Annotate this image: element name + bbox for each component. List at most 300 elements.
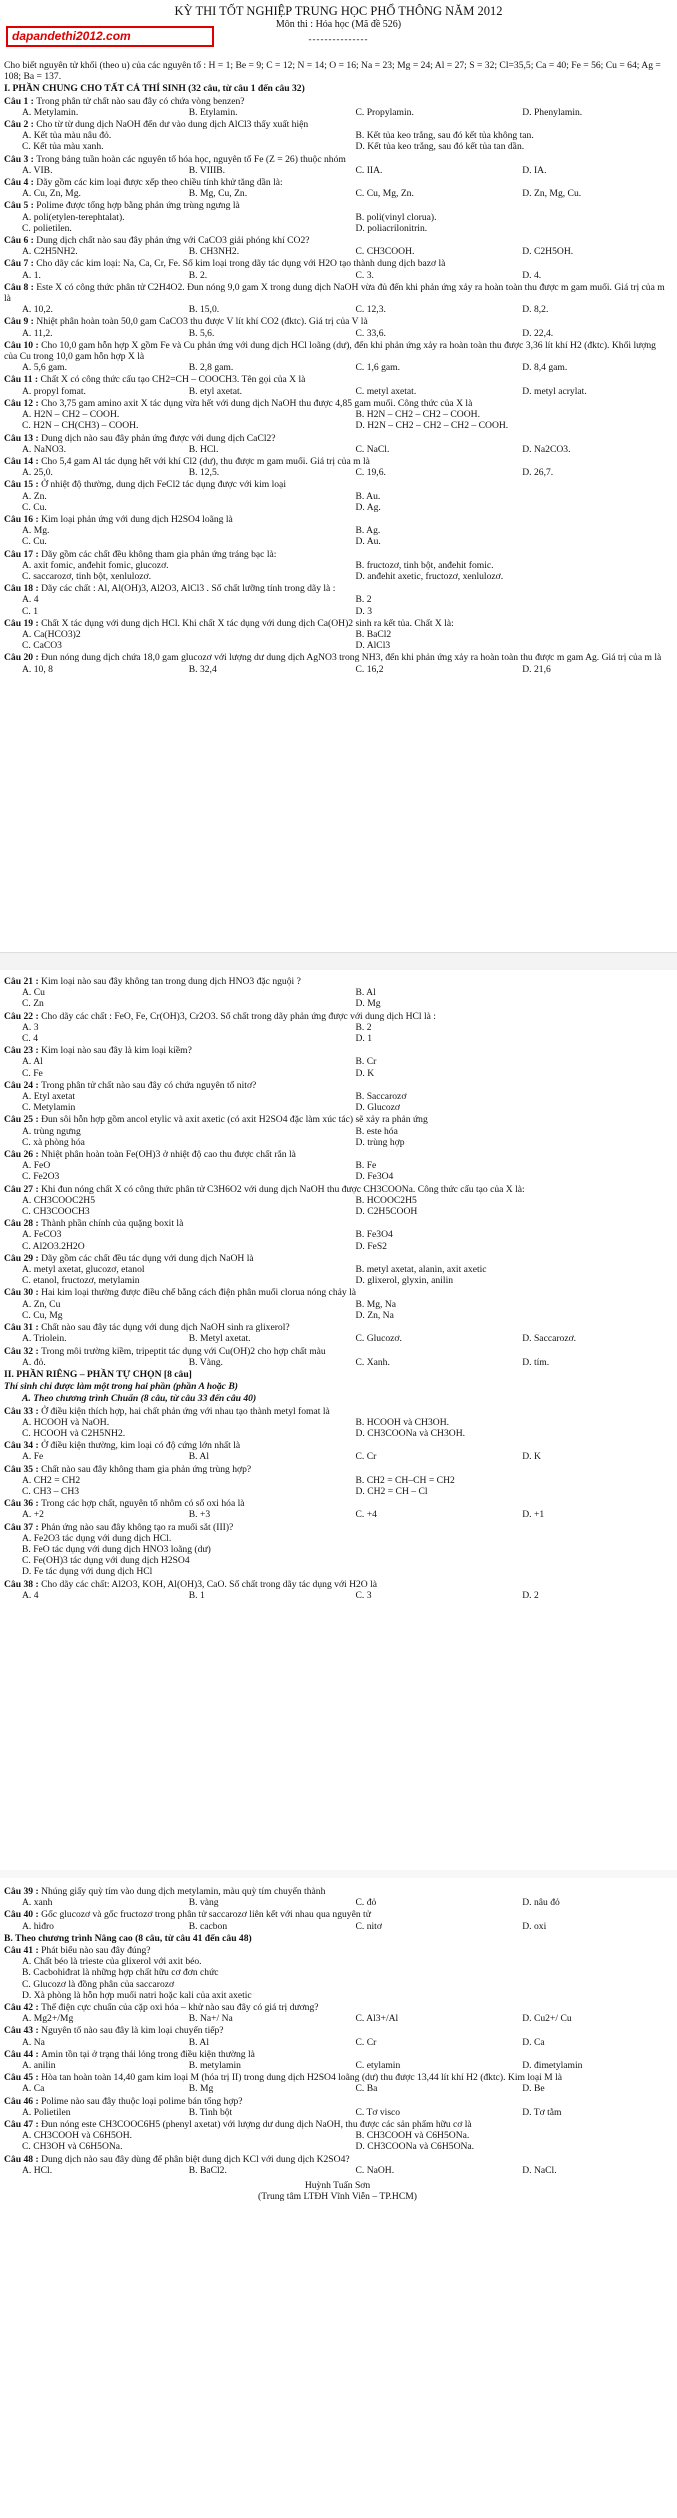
question-number-separator: : (28, 177, 37, 189)
question-stem (4, 235, 671, 246)
question-number: Câu 5 (4, 200, 29, 212)
answer-option[interactable]: B. Fe3O4 (355, 1229, 393, 1241)
answer-options (4, 1160, 671, 1182)
answer-option[interactable]: A. VIB. (22, 164, 53, 176)
answer-option[interactable]: C. Cu, Mg, Zn. (355, 188, 414, 200)
answer-option[interactable]: C. +4 (355, 1509, 377, 1521)
question-number-separator: : (33, 1578, 42, 1590)
answer-option-circled[interactable]: D. Na2CO3. (522, 443, 571, 455)
answer-option-circled[interactable]: B. este hóa (355, 1125, 398, 1137)
answer-option[interactable]: C. Cu, Mg (22, 1309, 63, 1321)
answer-option[interactable]: D. Fe tác dụng với dung dịch HCl (22, 1566, 153, 1578)
answer-option[interactable]: B. Saccarozơ (355, 1091, 407, 1103)
answer-option[interactable]: C. metyl axetat. (355, 385, 417, 397)
answer-option[interactable]: A. 4 (22, 1589, 39, 1601)
answer-option[interactable]: D. 1 (355, 1033, 373, 1045)
question-item (4, 1045, 671, 1079)
answer-options (4, 212, 671, 234)
answer-option[interactable]: B. Vàng. (188, 1356, 223, 1368)
question-item (4, 340, 671, 374)
answer-option[interactable]: D. 4. (522, 269, 542, 281)
answer-option[interactable]: D. +1 (522, 1509, 545, 1521)
answer-option[interactable]: C. Cu. (22, 501, 47, 513)
answer-option[interactable]: B. 2,8 gam. (188, 362, 234, 374)
question-number: Câu 35 (4, 1463, 34, 1475)
question-text: Cho dãy các chất: Al2O3, KOH, Al(OH)3, CaO. Số chất trong dãy tác dụng với H2O là (41, 1578, 378, 1590)
page-3-content (4, 1886, 671, 2202)
answer-option[interactable]: D. Xà phòng là hỗn hợp muối natri hoặc kali của axit axetic (22, 1989, 252, 2001)
answer-option-circled[interactable]: D. 21,6 (522, 663, 551, 675)
answer-options (4, 1299, 671, 1321)
answer-option-circled[interactable]: C. 4 (22, 1033, 38, 1045)
question-number-separator: : (28, 200, 37, 212)
answer-option-circled[interactable]: C. Cr (355, 1451, 377, 1463)
answer-option[interactable]: C. H2N – CH(CH3) – COOH. (22, 420, 139, 432)
question-number: Câu 10 (4, 339, 34, 351)
answer-option[interactable]: D. 22,4. (522, 327, 554, 339)
question-number: Câu 18 (4, 583, 34, 595)
answer-option[interactable]: B. Na+/ Na (188, 2013, 233, 2025)
answer-option[interactable]: C. Glucozơ. (355, 1333, 402, 1345)
answer-option-circled[interactable]: C. Fe(OH)3 tác dụng với dung dịch H2SO4 (22, 1555, 190, 1567)
answer-option[interactable]: D. Au. (355, 536, 381, 548)
answer-option-circled[interactable]: A. Zn. (22, 490, 47, 502)
answer-option-circled[interactable]: D. Phenylamin. (522, 106, 583, 118)
answer-options (4, 1056, 671, 1078)
answer-option[interactable]: A. CH3COOH và C6H5OH. (22, 2130, 133, 2142)
answer-option[interactable]: A. Mg2+/Mg (22, 2013, 74, 2025)
answer-option-circled[interactable]: D. CH3COONa và C6H5ONa. (355, 2141, 475, 2153)
answer-options (4, 2130, 671, 2152)
answer-option[interactable]: B. Etylamin. (188, 106, 238, 118)
question-number: Câu 1 (4, 95, 29, 107)
answer-options (4, 2060, 671, 2071)
answer-options (4, 246, 671, 257)
answer-option[interactable]: A. 4 (22, 594, 39, 606)
answer-option[interactable]: C. Fe (22, 1067, 43, 1079)
answer-options (4, 1897, 671, 1908)
answer-option[interactable]: D. anđehit axetic, fructozơ, xenlulozơ. (355, 570, 504, 582)
answer-option-circled[interactable]: B. +3 (188, 1509, 211, 1521)
answer-option[interactable]: D. K (522, 1451, 541, 1463)
answer-option-circled[interactable]: D. Kết tủa keo trắng, sau đó kết tủa tan dần. (355, 141, 525, 153)
answer-option[interactable]: D. 8,4 gam. (522, 362, 568, 374)
answer-option[interactable]: B. etyl axetat. (188, 385, 243, 397)
answer-option[interactable]: C. Zn (22, 998, 44, 1010)
answer-option[interactable]: B. poli(vinyl clorua). (355, 211, 437, 223)
answer-option[interactable]: D. Ca (522, 2036, 545, 2048)
answer-option-circled[interactable]: C. CH3COOCH3 (22, 1206, 90, 1218)
answer-option-circled[interactable]: B. metyl axetat, alanin, axit axetic (355, 1264, 487, 1276)
answer-option-circled[interactable]: C. Cr (355, 2036, 377, 2048)
question-stem (4, 514, 671, 525)
question-item (4, 2072, 671, 2094)
question-number-separator: : (33, 1945, 42, 1957)
answer-option[interactable]: B. Fe (355, 1160, 377, 1172)
question-item (4, 154, 671, 176)
question-text: Cho dãy các kim loại: Na, Ca, Cr, Fe. Số kim loại trong dãy tác dụng với H2O tạo thành dung dịch bazơ là (36, 258, 446, 270)
question-number-separator: : (28, 281, 37, 293)
answer-options (4, 629, 671, 651)
answer-option[interactable]: A. Metylamin. (22, 106, 79, 118)
answer-option[interactable]: D. H2N – CH2 – CH2 – CH2 – COOH. (355, 420, 509, 432)
answer-option[interactable]: A. Etyl axetat (22, 1091, 76, 1103)
answer-option[interactable]: D. FeS2 (355, 1240, 387, 1252)
answer-option[interactable]: A. propyl fomat. (22, 385, 86, 397)
question-number-separator: : (33, 1405, 42, 1417)
exam-page-1 (0, 0, 677, 950)
answer-option[interactable]: D. Zn, Na (355, 1309, 394, 1321)
answer-option[interactable]: D. Tơ tằm (522, 2106, 562, 2118)
answer-option-circled[interactable]: B. Mg, Na (355, 1298, 397, 1310)
answer-option-circled[interactable]: B. Mg (188, 2083, 214, 2095)
answer-option[interactable]: D. Zn, Mg, Cu. (522, 188, 582, 200)
answer-option-circled[interactable]: B. 1 (188, 1589, 205, 1601)
answer-option[interactable]: D. Ag. (355, 501, 381, 513)
question-text: Khi đun nóng chất X có công thức phân tử C3H6O2 với dung dịch NaOH thu được CH3COONa. Công thức cấu tạo của X là: (41, 1183, 525, 1195)
answer-options (4, 1956, 671, 2001)
answer-option-circled[interactable]: C. Metylamin (22, 1102, 76, 1114)
answer-option[interactable]: B. 5,6. (188, 327, 215, 339)
footer-author: Huỳnh Tuấn Sơn (304, 2180, 371, 2192)
answer-option[interactable]: B. Al (188, 2036, 210, 2048)
answer-option[interactable]: A. hiđro (22, 1920, 54, 1932)
question-number-separator: : (33, 1345, 42, 1357)
answer-option-circled[interactable]: A. 11,2. (22, 327, 53, 339)
answer-option[interactable]: A. Cu (22, 987, 45, 999)
answer-option[interactable]: A. Ca (22, 2083, 45, 2095)
answer-option[interactable]: A. đỏ. (22, 1356, 46, 1368)
answer-option[interactable]: D. glixerol, glyxin, anilin (355, 1275, 454, 1287)
answer-option[interactable]: B. Kết tủa keo trắng, sau đó kết tủa không tan. (355, 130, 534, 142)
answer-option-circled[interactable]: A. Cu, Zn, Mg. (22, 188, 81, 200)
answer-option[interactable]: C. etanol, fructozơ, metylamin (22, 1275, 140, 1287)
answer-option[interactable]: A. Al (22, 1056, 43, 1068)
answer-option[interactable]: C. 33,6. (355, 327, 386, 339)
answer-option-circled[interactable]: A. Chất béo là trieste của glixerol với axit béo. (22, 1956, 202, 1968)
answer-option-circled[interactable]: A. 10,2. (22, 304, 53, 316)
answer-option[interactable]: A. Fe (22, 1451, 44, 1463)
question-number-separator: : (33, 1079, 42, 1091)
question-number: Câu 42 (4, 2002, 34, 2014)
question-stem (4, 2025, 671, 2036)
question-stem (4, 154, 671, 165)
answer-option-circled[interactable]: D. 26,7. (522, 467, 554, 479)
answer-option-circled[interactable]: A. Mg. (22, 525, 50, 537)
answer-option[interactable]: B. metylamin (188, 2060, 241, 2072)
question-stem (4, 549, 671, 560)
answer-option[interactable]: A. Na (22, 2036, 45, 2048)
answer-option[interactable]: A. CH3COOC2H5 (22, 1194, 96, 1206)
page-divider-2 (0, 1870, 677, 1878)
answer-option-circled[interactable]: C. 1,6 gam. (355, 362, 401, 374)
question-stem (4, 374, 671, 385)
answer-options (4, 1091, 671, 1113)
answer-option[interactable]: D. Mg (355, 998, 381, 1010)
answer-option[interactable]: B. vàng (188, 1897, 219, 1909)
answer-option[interactable]: C. 19,6. (355, 467, 386, 479)
answer-options (4, 987, 671, 1009)
answer-option[interactable]: C. Al3+/Al (355, 2013, 399, 2025)
question-number-separator: : (28, 95, 37, 107)
question-text: Trong môi trường kiềm, tripeptit tác dụng với Cu(OH)2 cho hợp chất màu (41, 1345, 326, 1357)
answer-option-circled[interactable]: D. Cu2+/ Cu (522, 2013, 572, 2025)
answer-option[interactable]: A. trùng ngưng (22, 1125, 81, 1137)
question-stem (4, 2119, 671, 2130)
answer-option-circled[interactable]: B. BaCl2. (188, 2164, 227, 2176)
answer-option-circled[interactable]: C. CH3 – CH3 (22, 1485, 80, 1497)
answer-option-circled[interactable]: A. xanh (22, 1897, 53, 1909)
answer-option-circled[interactable]: D. metyl acrylat. (522, 385, 587, 397)
question-number: Câu 27 (4, 1183, 34, 1195)
answer-option-circled[interactable]: C. saccarozơ, tinh bột, xenlulozơ. (22, 570, 151, 582)
answer-option[interactable]: C. HCOOH và C2H5NH2. (22, 1427, 126, 1439)
answer-option[interactable]: A. CH2 = CH2 (22, 1474, 81, 1486)
answer-option-circled[interactable]: B. 2. (188, 269, 208, 281)
answer-option[interactable]: B. FeO tác dụng với dung dịch HNO3 loãng (dư) (22, 1543, 211, 1555)
question-text: Dung dịch nào sau đây phản ứng được với dung dịch CaCl2? (41, 432, 276, 444)
answer-option[interactable]: C. 1 (22, 605, 38, 617)
answer-option-circled[interactable]: A. H2N – CH2 – COOH. (22, 409, 120, 421)
answer-option[interactable]: D. 3 (355, 605, 373, 617)
answer-option[interactable]: B. Cacbohiđrat là những hợp chất hữu cơ đơn chức (22, 1967, 219, 1979)
answer-option-circled[interactable]: C. CH3COOH. (355, 246, 415, 258)
question-text: Dãy gồm các chất đều tác dụng với dung dịch NaOH là (41, 1252, 254, 1264)
answer-option[interactable]: C. đỏ (355, 1897, 377, 1909)
answer-option[interactable]: A. 25,0. (22, 467, 53, 479)
answer-option[interactable]: C. CaCO3 (22, 640, 62, 652)
answer-option[interactable]: A. HCOOH và NaOH. (22, 1416, 110, 1428)
question-number-separator: : (33, 2153, 42, 2165)
answer-option[interactable]: A. metyl axetat, glucozơ, etanol (22, 1264, 145, 1276)
answer-option[interactable]: B. cacbon (188, 1920, 228, 1932)
answer-option[interactable]: C. Ba (355, 2083, 378, 2095)
question-number: Câu 23 (4, 1045, 34, 1057)
answer-option[interactable]: D. NaCl. (522, 2164, 557, 2176)
question-stem (4, 1346, 671, 1357)
question-number: Câu 44 (4, 2048, 34, 2060)
question-item (4, 1522, 671, 1578)
answer-option[interactable]: C. Xanh. (355, 1356, 390, 1368)
answer-options (4, 1475, 671, 1497)
question-text: Hai kim loại thường được điều chế bằng cách điện phân muối clorua nóng chảy là (41, 1287, 356, 1299)
answer-option[interactable]: B. CH3COOH và C6H5ONa. (355, 2130, 470, 2142)
question-number-separator: : (33, 1463, 42, 1475)
answer-option[interactable]: B. HCl. (188, 443, 219, 455)
answer-option[interactable]: B. 2 (355, 1021, 372, 1033)
question-item (4, 1945, 671, 2001)
question-stem (4, 398, 671, 409)
question-stem (4, 1287, 671, 1298)
question-number: Câu 30 (4, 1287, 34, 1299)
answer-option[interactable]: C. 3 (355, 1589, 372, 1601)
answer-option[interactable]: C. etylamin (355, 2060, 401, 2072)
question-stem (4, 282, 671, 304)
answer-option[interactable]: B. Mg, Cu, Zn. (188, 188, 248, 200)
answer-option[interactable]: C. xà phòng hóa (22, 1136, 85, 1148)
answer-options (4, 2083, 671, 2094)
answer-option[interactable]: D. C2H5OH. (522, 246, 574, 258)
question-item (4, 177, 671, 199)
answer-option[interactable]: C. NaCl. (355, 443, 390, 455)
answer-option[interactable]: C. Cu. (22, 536, 47, 548)
answer-options (4, 328, 671, 339)
answer-option-circled[interactable]: A. poli(etylen-terephtalat). (22, 211, 125, 223)
answer-option[interactable]: B. BaCl2 (355, 628, 392, 640)
question-text: Amin tồn tại ở trạng thái lỏng trong điều kiện thường là (41, 2048, 255, 2060)
answer-options (4, 107, 671, 118)
answer-option[interactable]: D. C2H5COOH (355, 1206, 418, 1218)
page-1-content (4, 60, 671, 676)
answer-option[interactable]: D. 2 (522, 1589, 539, 1601)
question-stem (4, 583, 671, 594)
answer-options (4, 2165, 671, 2176)
answer-option[interactable]: D. CH3COONa và CH3OH. (355, 1427, 466, 1439)
answer-option[interactable]: B. H2N – CH2 – CH2 – COOH. (355, 409, 480, 421)
question-text: Đun nóng este CH3COOC6H5 (phenyl axetat) với lượng dư dung dịch NaOH, thu được các sản phẩm hữu cơ là (41, 2119, 472, 2131)
answer-option[interactable]: B. Ag. (355, 525, 381, 537)
answer-option[interactable]: C. Glucozơ là đồng phân của saccarozơ (22, 1978, 175, 1990)
question-number-separator: : (33, 652, 42, 664)
answer-option-circled[interactable]: D. oxi (522, 1920, 547, 1932)
answer-option[interactable]: A. 10, 8 (22, 663, 53, 675)
answer-option[interactable]: C. IIA. (355, 164, 383, 176)
question-text: Dãy gồm các chất đều không tham gia phản ứng tráng bạc là: (41, 548, 277, 560)
answer-option[interactable]: B. CH3NH2. (188, 246, 240, 258)
answer-option[interactable]: D. AlCl3 (355, 640, 391, 652)
answer-option[interactable]: D. Glucozơ (355, 1102, 401, 1114)
answer-options (4, 130, 671, 152)
answer-option[interactable]: B. fructozơ, tinh bột, anđehit fomic. (355, 559, 494, 571)
answer-option[interactable]: B. Au. (355, 490, 381, 502)
answer-option[interactable]: B. Cr (355, 1056, 377, 1068)
question-stem (4, 1080, 671, 1091)
page-2-content (4, 976, 671, 1602)
answer-option[interactable]: B. Tinh bột (188, 2106, 233, 2118)
answer-option-circled[interactable]: A. Triolein. (22, 1333, 67, 1345)
answer-option[interactable]: C. 16,2 (355, 663, 384, 675)
answer-option[interactable]: B. 12,5. (188, 467, 220, 479)
answer-option[interactable]: B. 15,0. (188, 304, 220, 316)
answer-option[interactable]: D. IA. (522, 164, 547, 176)
answer-option[interactable]: A. 1. (22, 269, 41, 281)
answer-option[interactable]: C. polietilen. (22, 222, 72, 234)
answer-option[interactable]: B. Al (188, 1451, 210, 1463)
question-item (4, 1464, 671, 1498)
answer-option[interactable]: A. 5,6 gam. (22, 362, 68, 374)
question-text: Este X có công thức phân tử C2H4O2. Đun nóng 9,0 gam X trong dung dịch NaOH vừa đủ đến khi phản ứng xảy ra hoàn toàn thu được m gam muối. Giá trị của m là (4, 281, 665, 305)
answer-option[interactable]: D. Be (522, 2083, 545, 2095)
answer-options (4, 1229, 671, 1251)
answer-option[interactable]: A. HCl. (22, 2164, 53, 2176)
question-number: Câu 29 (4, 1252, 34, 1264)
answer-option[interactable]: A. Zn, Cu (22, 1298, 61, 1310)
question-number: Câu 15 (4, 479, 34, 491)
answer-option[interactable]: A. C2H5NH2. (22, 246, 78, 258)
question-item (4, 514, 671, 548)
answer-option-circled[interactable]: B. Al (355, 987, 376, 999)
answer-option[interactable]: C. Kết tủa màu xanh. (22, 141, 104, 153)
site-logo[interactable]: dapandethi2012.com (6, 26, 214, 47)
answer-option[interactable]: B. Metyl axetat. (188, 1333, 251, 1345)
answer-option[interactable]: A. axit fomic, anđehit fomic, glucozơ. (22, 559, 169, 571)
answer-option-circled[interactable]: D. K (355, 1067, 375, 1079)
answer-option[interactable]: D. nâu đỏ (522, 1897, 560, 1909)
answer-option[interactable]: A. Polietilen (22, 2106, 71, 2118)
answer-option[interactable]: C. Propylamin. (355, 106, 414, 118)
question-item (4, 316, 671, 338)
answer-options (4, 1022, 671, 1044)
answer-option[interactable]: C. 3. (355, 269, 374, 281)
answer-option[interactable]: A. Kết tủa màu nâu đỏ. (22, 130, 112, 142)
question-text: Dãy các chất : Al, Al(OH)3, Al2O3, AlCl3 . Số chất lưỡng tính trong dãy là : (41, 583, 336, 595)
question-text: Ở điều kiện thích hợp, hai chất phản ứng với nhau tạo thành metyl fomat là (41, 1405, 330, 1417)
answer-option-circled[interactable]: B. 2 (355, 594, 372, 606)
question-text: Nguyên tố nào sau đây là kim loại chuyển tiếp? (41, 2025, 224, 2037)
answer-option-circled[interactable]: C. Fe2O3 (22, 1171, 60, 1183)
question-text: Cho từ từ dung dịch NaOH đến dư vào dung dịch AlCl3 thấy xuất hiện (36, 119, 309, 131)
answer-option[interactable]: B. HCOOC2H5 (355, 1194, 417, 1206)
question-number: Câu 40 (4, 1909, 34, 1921)
answer-option[interactable]: B. CH2 = CH–CH = CH2 (355, 1474, 455, 1486)
question-number-separator: : (33, 1440, 42, 1452)
question-stem (4, 1886, 671, 1897)
header-dash: --------------- (308, 34, 369, 44)
question-item (4, 2025, 671, 2047)
question-number: Câu 28 (4, 1218, 34, 1230)
question-item (4, 235, 671, 257)
answer-option-circled[interactable]: A. anilin (22, 2060, 56, 2072)
answer-option[interactable]: A. +2 (22, 1509, 44, 1521)
question-list-2a (4, 976, 671, 1368)
answer-option[interactable]: D. 8,2. (522, 304, 549, 316)
question-text: Trong các hợp chất, nguyên tố nhôm có số oxi hóa là (41, 1498, 245, 1510)
answer-option[interactable]: A. 3 (22, 1021, 39, 1033)
answer-option[interactable]: D. Fe3O4 (355, 1171, 394, 1183)
question-number-separator: : (33, 339, 42, 351)
answer-option-circled[interactable]: C. Al2O3.2H2O (22, 1240, 85, 1252)
answer-option[interactable]: C. nitơ (355, 1920, 382, 1932)
answer-option-circled[interactable]: B. HCOOH và CH3OH. (355, 1416, 450, 1428)
answer-option[interactable]: D. đimetylamin (522, 2060, 583, 2072)
answer-option[interactable]: B. 32,4 (188, 663, 217, 675)
answer-option-circled[interactable]: A. Ca(HCO3)2 (22, 628, 81, 640)
answer-option[interactable]: C. 12,3. (355, 304, 386, 316)
answer-option[interactable]: D. CH2 = CH – Cl (355, 1485, 428, 1497)
answer-option-circled[interactable]: D. tím. (522, 1356, 550, 1368)
question-number: Câu 31 (4, 1322, 34, 1334)
question-number: Câu 39 (4, 1886, 34, 1897)
part-b-title: B. Theo chương trình Nâng cao (8 câu, từ câu 41 đến câu 48) (4, 1932, 252, 1944)
answer-option[interactable]: A. FeO (22, 1160, 51, 1172)
answer-option[interactable]: A. NaNO3. (22, 443, 66, 455)
answer-option[interactable]: D. poliacrilonitrin. (355, 222, 428, 234)
answer-options (4, 2107, 671, 2118)
answer-option[interactable]: D. Saccarozơ. (522, 1333, 577, 1345)
answer-option[interactable]: D. trùng hợp (355, 1136, 405, 1148)
answer-option[interactable]: C. CH3OH và C6H5ONa. (22, 2141, 123, 2153)
question-number: Câu 37 (4, 1521, 34, 1533)
answer-option-circled[interactable]: B. VIIIB. (188, 164, 226, 176)
question-number-separator: : (33, 479, 42, 491)
answer-option[interactable]: C. NaOH. (355, 2164, 395, 2176)
question-number-separator: : (33, 1322, 42, 1334)
answer-option[interactable]: A. FeCO3 (22, 1229, 62, 1241)
question-number: Câu 33 (4, 1405, 34, 1417)
answer-option-circled[interactable]: C. Tơ visco (355, 2106, 401, 2118)
question-item (4, 2002, 671, 2024)
answer-option[interactable]: A. Fe2O3 tác dụng với dung dịch HCl. (22, 1532, 172, 1544)
